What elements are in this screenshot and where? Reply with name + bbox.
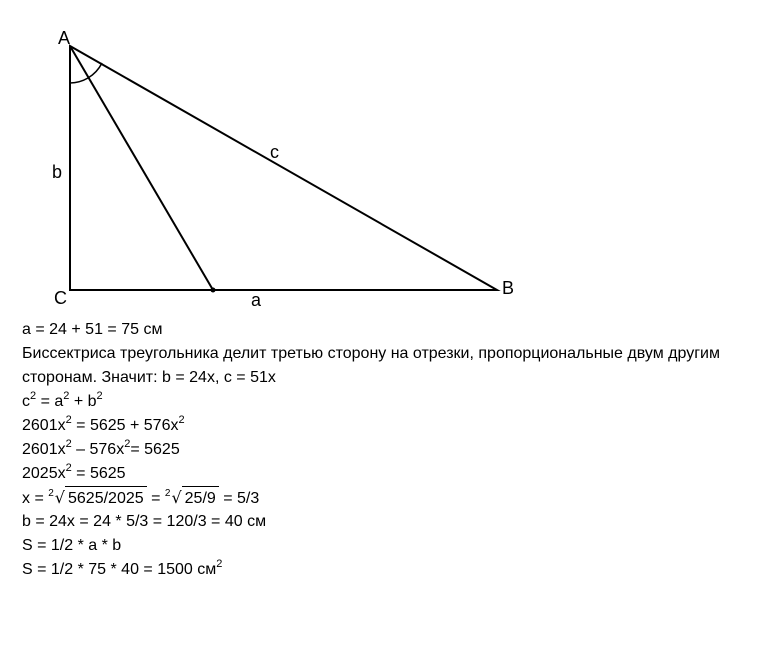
solution-text xyxy=(22,318,742,582)
superscript: 2 xyxy=(63,390,70,402)
solution-line-1: a = 24 + 51 = 75 см xyxy=(22,321,163,338)
solution-line-10 xyxy=(22,558,742,582)
solution-line-9: S = 1/2 * a * b xyxy=(22,537,122,554)
bisector-foot-point xyxy=(211,288,216,293)
radical-sign-icon: √ xyxy=(54,488,65,507)
text-fragment: = 5625 xyxy=(130,441,180,458)
side-label-b: b xyxy=(52,162,63,182)
bisector-line xyxy=(70,46,213,290)
text-fragment: 2601x xyxy=(22,417,66,434)
radicand: 5625/2025 xyxy=(65,486,147,511)
solution-line-3 xyxy=(22,390,742,414)
vertex-label-a: A xyxy=(58,28,71,48)
superscript: 2 xyxy=(65,438,72,450)
superscript: 2 xyxy=(216,558,223,570)
solution-line-6 xyxy=(22,462,742,486)
vertex-label-b: B xyxy=(502,278,515,298)
text-fragment: 2025x xyxy=(22,465,66,482)
superscript: 2 xyxy=(65,462,72,474)
radicand: 25/9 xyxy=(182,486,219,511)
text-fragment: 2601x xyxy=(22,441,66,458)
side-label-c: c xyxy=(270,142,279,162)
superscript: 2 xyxy=(65,414,72,426)
text-fragment: S = 1/2 * 75 * 40 = 1500 см xyxy=(22,561,217,578)
root-index: 2 xyxy=(48,488,54,499)
text-fragment: = 5625 + 576x xyxy=(71,417,179,434)
solution-line-8: b = 24x = 24 * 5/3 = 120/3 = 40 см xyxy=(22,513,267,530)
text-fragment: = xyxy=(146,490,165,507)
text-fragment: c xyxy=(22,393,30,410)
superscript: 2 xyxy=(30,390,37,402)
triangle-diagram xyxy=(0,0,758,318)
solution-line-7 xyxy=(22,486,742,510)
text-fragment: = a xyxy=(36,393,64,410)
solution-line-5 xyxy=(22,438,742,462)
text-fragment: x = xyxy=(22,490,49,507)
angle-arc-outer xyxy=(88,63,102,78)
solution-line-4 xyxy=(22,414,742,438)
text-fragment: + b xyxy=(69,393,97,410)
text-fragment: = 5/3 xyxy=(218,490,260,507)
square-root-1 xyxy=(48,486,146,513)
text-fragment: = 5625 xyxy=(71,465,126,482)
angle-arc-inner xyxy=(70,78,88,83)
superscript: 2 xyxy=(124,438,131,450)
root-index: 2 xyxy=(164,488,171,499)
radical-sign-icon: √ xyxy=(171,488,182,507)
vertex-label-c: C xyxy=(54,288,67,308)
text-fragment: – 576x xyxy=(71,441,125,458)
solution-line-2: Биссектриса треугольника делит третью сторону на отрезки, пропорциональные двум другим сторонам. Значит: b = 24x, c = 51x xyxy=(22,345,720,386)
superscript: 2 xyxy=(96,390,103,402)
superscript: 2 xyxy=(178,414,185,426)
square-root-2 xyxy=(165,486,219,513)
side-label-a: a xyxy=(251,290,262,310)
triangle-abc xyxy=(70,46,497,290)
